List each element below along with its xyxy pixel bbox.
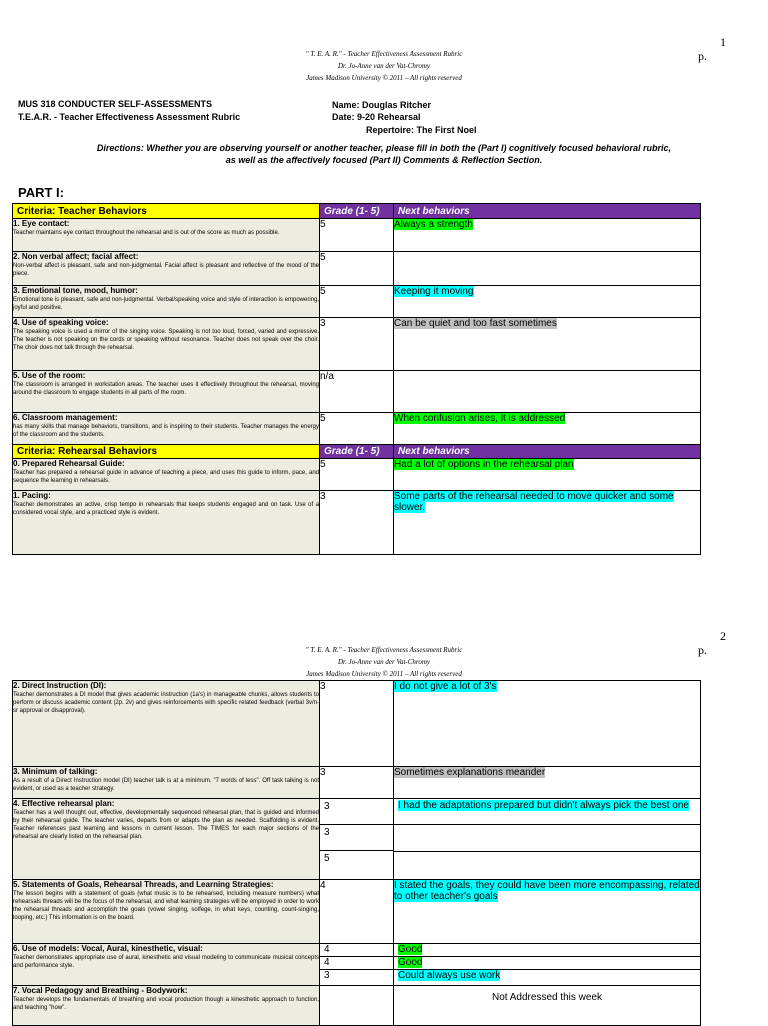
table-row: [13, 371, 701, 413]
grade-cell[interactable]: 4 4 3: [320, 944, 394, 986]
directions-line-2: as well as the affectively focused (Part II) Comments & Reflection Section.: [225, 155, 543, 165]
page-label-2: p.: [698, 643, 707, 657]
page-number: 1: [720, 35, 726, 49]
rehearsal-date: Date: 9-20 Rehearsal: [332, 112, 421, 122]
grade-header: Grade (1- 5): [320, 204, 394, 219]
page-label: p.: [698, 49, 707, 63]
header-line-3-p2: James Madison University © 2011 – All rights reserved: [306, 670, 462, 678]
rubric-table-page2: [12, 680, 701, 1026]
table-row: [13, 252, 701, 286]
section-header-teacher: [13, 204, 701, 219]
criteria-title: 1. Eye contact:: [13, 219, 70, 228]
table-row: [13, 413, 701, 445]
criteria-title: 7. Vocal Pedagogy and Breathing - Bodywork:: [13, 986, 188, 995]
next-behavior-cell[interactable]: Good Good Could always use work: [394, 944, 701, 986]
next-behavior-cell[interactable]: I had the adaptations prepared but didn't always pick the best one: [394, 799, 701, 880]
next-behavior-cell[interactable]: I stated the goals, they could have been more encompassing, related to other teacher's goals: [394, 880, 701, 944]
grade-cell[interactable]: 3: [320, 318, 394, 371]
section-header-rehearsal: [13, 445, 701, 459]
header-line-2: Dr. Jo-Anne van der Vat-Chromy: [337, 62, 431, 70]
next-behavior-cell[interactable]: [394, 371, 701, 413]
table-row: [13, 286, 701, 318]
header-line-2-p2: Dr. Jo-Anne van der Vat-Chromy: [337, 658, 431, 666]
criteria-title: 6. Use of models: Vocal, Aural, kinesthetic, visual:: [13, 944, 203, 953]
next-behavior-cell[interactable]: Some parts of the rehearsal needed to move quicker and some slower.: [394, 491, 701, 555]
criteria-title: 2. Direct Instruction (DI):: [13, 681, 107, 690]
criteria-description: As a result of a Direct Instruction model (DI) teacher talk is at a minimum. "7 words of less". Off task talking is not evident, or used as a teacher strategy.: [13, 778, 319, 792]
criteria-title: 4. Use of speaking voice:: [13, 318, 109, 327]
criteria-description: The classroom is arranged in workstation areas. The teacher uses it effectively throughout the rehearsal, moving around the classroom to engage students in all parts of the room.: [13, 382, 319, 396]
part-title: PART I:: [18, 185, 64, 200]
next-behavior-cell[interactable]: Had a lot of options in the rehearsal plan: [394, 459, 701, 491]
table-row: [13, 318, 701, 371]
grade-cell[interactable]: 5: [320, 219, 394, 252]
table-row: [13, 799, 701, 880]
next-behaviors-header: Next behaviors: [394, 204, 701, 219]
table-row: [13, 491, 701, 555]
grade-cell[interactable]: 3: [320, 767, 394, 799]
criteria-description: Teacher maintains eye contact throughout the rehearsal and is out of the score as much as possible.: [13, 230, 280, 236]
criteria-title: 6. Classroom management:: [13, 413, 118, 422]
criteria-title: 5. Statements of Goals, Rehearsal Threads, and Learning Strategies:: [13, 880, 274, 889]
grade-cell[interactable]: 3: [320, 491, 394, 555]
criteria-title: 5. Use of the room:: [13, 371, 86, 380]
criteria-header: Criteria: Teacher Behaviors: [13, 204, 320, 219]
table-row: [13, 219, 701, 252]
next-behavior-cell[interactable]: When confusion arises, it is addressed: [394, 413, 701, 445]
table-row: [13, 681, 701, 767]
criteria-description: has many skills that manage behaviors, transitions, and is inspiring to their students. Teacher manages the energy of the classroom and the students.: [13, 424, 319, 438]
rubric-name: T.E.A.R. - Teacher Effectiveness Assessment Rubric: [18, 112, 241, 122]
course-title: MUS 318 CONDUCTER SELF-ASSESSMENTS: [18, 99, 213, 109]
grade-cell[interactable]: 4: [320, 880, 394, 944]
next-behavior-cell[interactable]: [394, 252, 701, 286]
criteria-description: Emotional tone is pleasant, safe and non-judgmental. Verbal/speaking voice and style of interaction is empowering, joyful and positive.: [13, 297, 319, 311]
header-line-3: James Madison University © 2011 – All rights reserved: [306, 74, 462, 82]
grade-cell[interactable]: 3 3 5: [320, 799, 394, 880]
student-name: Name: Douglas Ritcher: [332, 100, 432, 110]
header-line-1: " T. E. A. R." - Teacher Effectiveness Assessment Rubric: [305, 50, 463, 58]
next-behavior-cell[interactable]: Can be quiet and too fast sometimes: [394, 318, 701, 371]
next-behavior-cell[interactable]: I do not give a lot of 3's: [394, 681, 701, 767]
criteria-description: Teacher demonstrates appropriate use of aural, kinesthetic and visual modeling to communicate musical concepts and performance style.: [13, 955, 319, 969]
criteria-description: Teacher demonstrates a DI model that gives academic instruction (1a's) in manageable chunks, allows students to perform or discuss academic content (2p. 2v) and gives reinforcements with specific related feedback (verbal 3v/n-sr approval or disapproval).: [13, 692, 319, 714]
table-row: [13, 459, 701, 491]
criteria-description: Teacher develops the fundamentals of breathing and vocal production though a kinesthetic approach to function, and teaching "how".: [13, 997, 319, 1011]
criteria-title: 3. Minimum of talking:: [13, 767, 98, 776]
table-row: [13, 767, 701, 799]
table-row: [13, 944, 701, 986]
next-behavior-cell[interactable]: Sometimes explanations meander: [394, 767, 701, 799]
criteria-description: Teacher has prepared a rehearsal guide in advance of teaching a piece, and uses this guide to inform, pace, and sequence the learning in rehearsals.: [13, 470, 319, 484]
criteria-description: Non-verbal affect is pleasant, safe and non-judgmental. Facial affect is pleasant and reflective of the mood of the piece.: [13, 263, 319, 277]
criteria-description: Teacher has a well thought out, effective, developmentally sequenced rehearsal plan, that is guided and informed by their rehearsal guide. The teacher varies, departs from or adapts the plan as needed. Scaffolding is evident. Teacher references past learning and lessons in current lesson. The TIMES for each major sections of the rehearsal are clearly listed on the rehearsal plan.: [13, 810, 319, 840]
directions-line-1: Directions: Whether you are observing yourself or another teacher, please fill in both the (Part I) cognitively focused behavioral rubric,: [96, 143, 672, 153]
grade-cell[interactable]: 5: [320, 252, 394, 286]
grade-cell[interactable]: [320, 986, 394, 1026]
grade-cell[interactable]: 5: [320, 459, 394, 491]
next-behavior-cell[interactable]: Keeping it moving: [394, 286, 701, 318]
criteria-description: The lesson begins with a statement of goals (what music is to be rehearsed, including measure numbers) what rehearsals threads will be the focus of the rehearsal, and what learning strategies will be employed in order to work the rehearsal threads and accomplish the goals (vowel singing, solfege, in what keys, counting, count-singing, looping, etc.) This information is on the board.: [13, 891, 319, 921]
grade-cell[interactable]: 3: [320, 681, 394, 767]
next-behavior-cell[interactable]: Always a strength: [394, 219, 701, 252]
criteria-title: 4. Effective rehearsal plan:: [13, 799, 115, 808]
repertoire: Repertoire: The First Noel: [366, 125, 477, 135]
table-row: [13, 986, 701, 1026]
next-behaviors-header: Next behaviors: [394, 445, 701, 459]
criteria-title: 1. Pacing:: [13, 491, 51, 500]
next-behavior-cell[interactable]: Not Addressed this week: [394, 986, 701, 1026]
criteria-header: Criteria: Rehearsal Behaviors: [13, 445, 320, 459]
rubric-table-page1: [12, 203, 701, 555]
grade-cell[interactable]: n/a: [320, 371, 394, 413]
grade-cell[interactable]: 5: [320, 286, 394, 318]
page-number-2: 2: [720, 629, 726, 643]
grade-header: Grade (1- 5): [320, 445, 394, 459]
header-line-1-p2: " T. E. A. R." - Teacher Effectiveness Assessment Rubric: [305, 646, 463, 654]
criteria-title: 3. Emotional tone, mood, humor:: [13, 286, 138, 295]
criteria-description: Teacher demonstrates an active, crisp tempo in rehearsals that keeps students engaged and on task. Use of a considered vocal style, and a practiced style is evident.: [13, 502, 319, 516]
table-row: [13, 880, 701, 944]
criteria-title: 2. Non verbal affect; facial affect:: [13, 252, 139, 261]
grade-cell[interactable]: 5: [320, 413, 394, 445]
criteria-description: The speaking voice is used a mirror of the singing voice. Speaking is not too loud, forced, varied and expressive. The teacher is not speaking on the cords or speaking without resonance. Teacher does not speak over the choir. The choir does not talk through the rehearsal.: [13, 329, 319, 351]
criteria-title: 0. Prepared Rehearsal Guide:: [13, 459, 125, 468]
